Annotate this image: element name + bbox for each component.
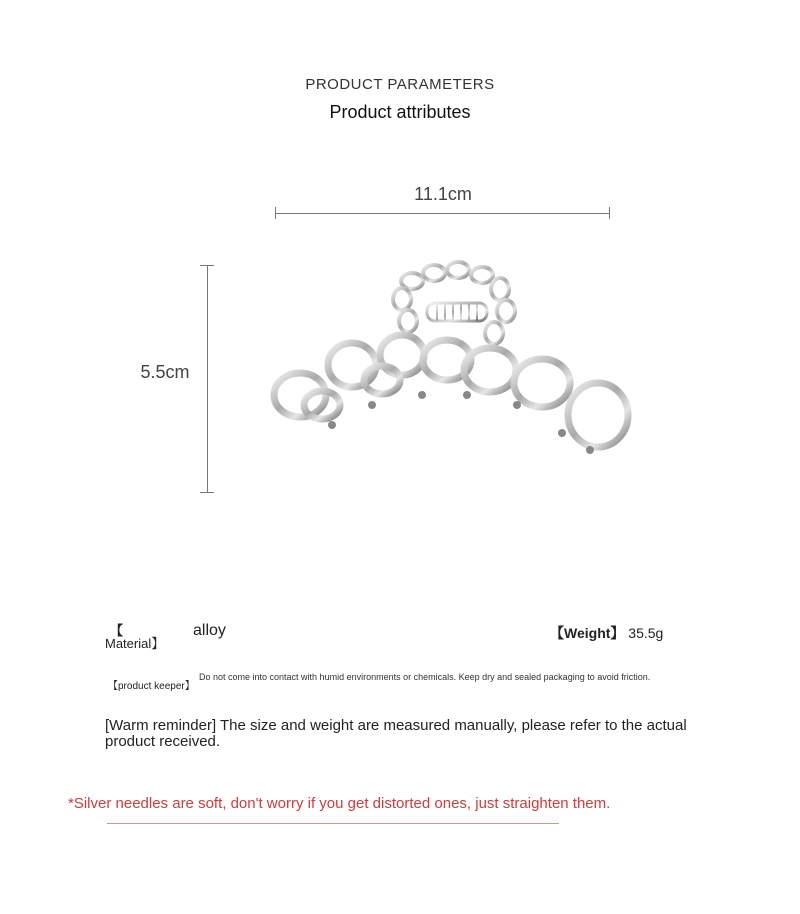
height-dimension-cap-bottom xyxy=(200,492,214,493)
page-subtitle: Product attributes xyxy=(329,102,471,122)
height-dimension-cap-top xyxy=(200,265,214,266)
note-underline xyxy=(107,823,559,824)
width-dimension-label: 11.1cm xyxy=(414,184,472,204)
height-dimension-label: 5.5cm xyxy=(140,362,190,382)
width-dimension-cap-left xyxy=(275,207,276,219)
width-dimension-cap-right xyxy=(609,207,610,219)
product-keeper-label: 【product keeper】 xyxy=(108,681,195,692)
material-bracket: 【 xyxy=(110,623,124,638)
product-keeper-text: Do not come into contact with humid environments or chemicals. Keep dry and sealed packaging to avoid friction. xyxy=(199,672,651,682)
page-title: PRODUCT PARAMETERS xyxy=(305,76,495,93)
silver-needle-note: *Silver needles are soft, don't worry if you get distorted ones, just straighten them. xyxy=(68,795,611,812)
warm-reminder: [Warm reminder] The size and weight are measured manually, please refer to the actual product received. xyxy=(105,717,687,750)
height-dimension-line xyxy=(207,265,208,493)
chain-ring-hair-claw-icon xyxy=(262,255,642,470)
material-value: alloy xyxy=(193,622,226,639)
width-dimension-line xyxy=(275,213,610,214)
weight-spec xyxy=(550,623,663,643)
weight-label: 【Weight】 xyxy=(550,625,625,641)
weight-value: 35.5g xyxy=(628,625,664,641)
material-label: Material】 xyxy=(105,636,165,651)
